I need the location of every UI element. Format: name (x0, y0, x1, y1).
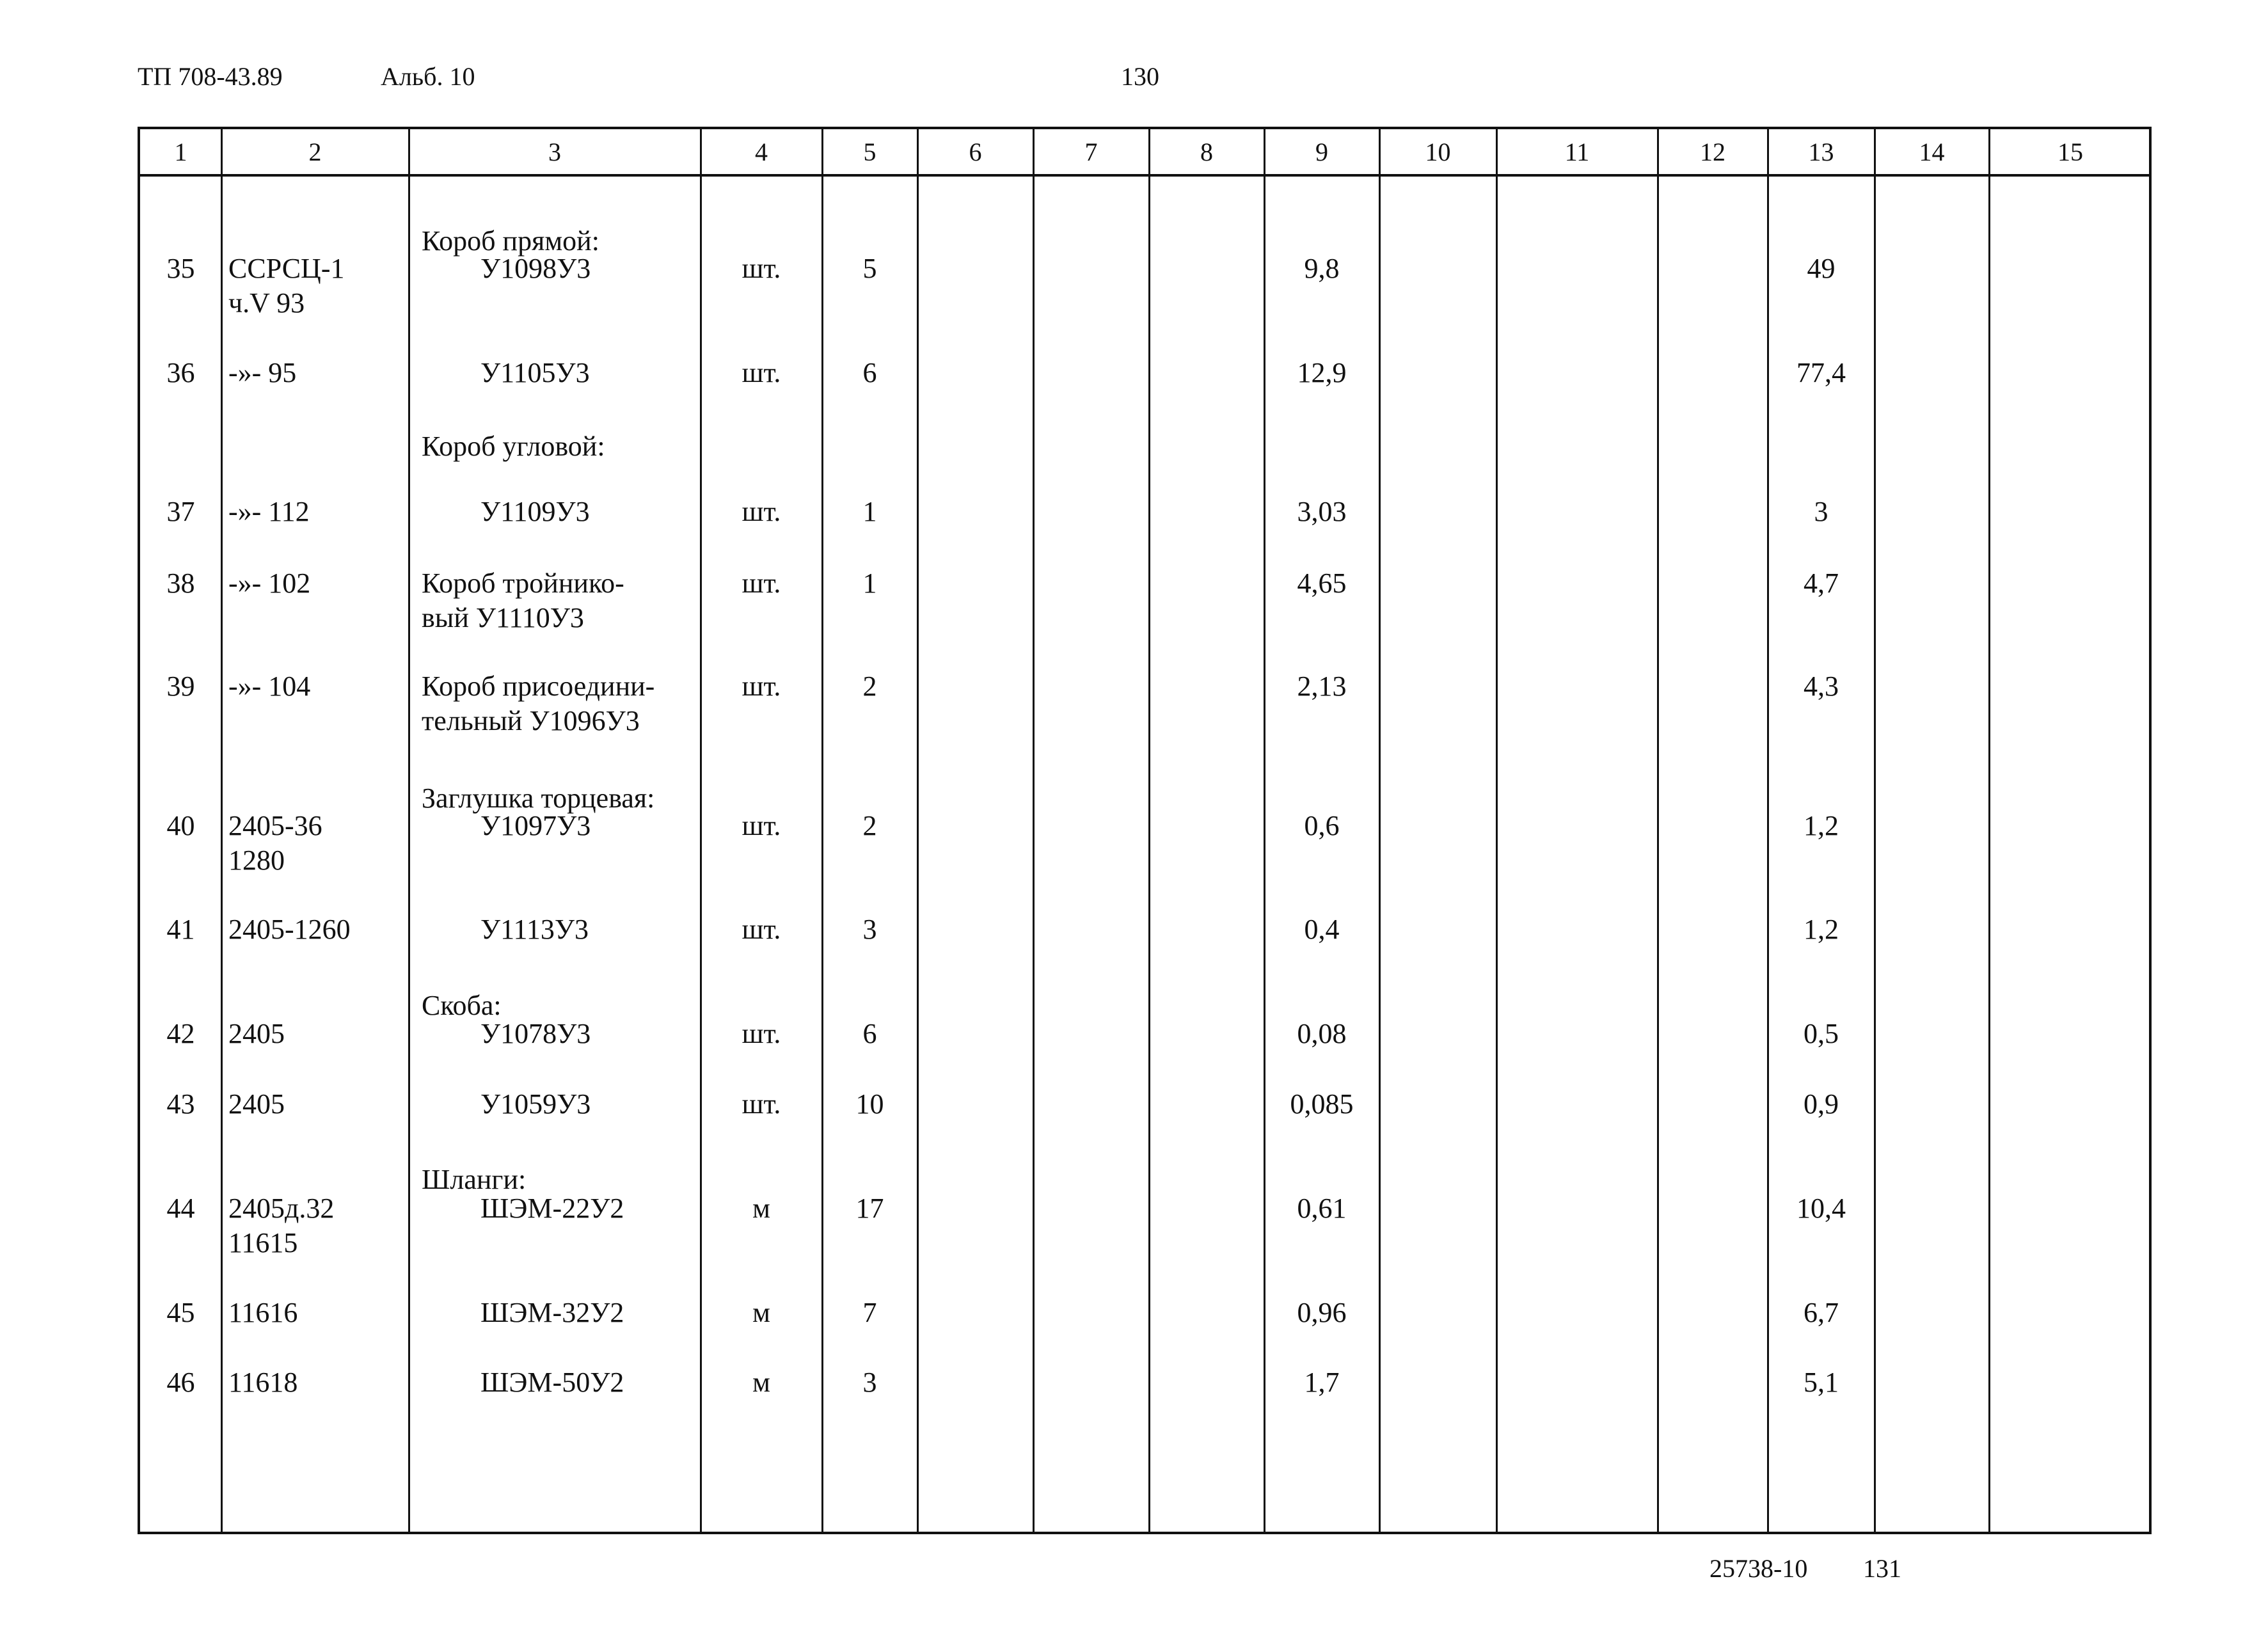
col9-value-cell: 0,085 (1290, 1088, 1354, 1120)
column-header: 11 (1564, 138, 1590, 166)
unit-cell: м (752, 1297, 770, 1328)
column-header: 15 (2058, 138, 2083, 166)
column-divider (1148, 129, 1150, 1532)
col9-value-cell: 9,8 (1304, 253, 1340, 284)
table-header-row (140, 129, 2149, 177)
album-label: Альб. 10 (381, 62, 475, 91)
column-divider (917, 129, 919, 1532)
row-number: 36 (166, 357, 195, 388)
col13-value-cell: 1,2 (1804, 914, 1839, 945)
item-name-cell: Короб присоедини- (422, 671, 655, 702)
specification-table (138, 127, 2152, 1534)
column-header: 1 (174, 138, 187, 166)
row-number: 42 (166, 1018, 195, 1049)
quantity-cell: 17 (855, 1193, 884, 1224)
quantity-cell: 7 (862, 1297, 877, 1328)
column-divider (821, 129, 823, 1532)
column-header: 5 (863, 138, 876, 166)
reference-cell: 2405-1260 (228, 914, 351, 945)
quantity-cell: 2 (862, 671, 877, 702)
col13-value-cell: 4,7 (1804, 567, 1839, 599)
column-header: 3 (548, 138, 561, 166)
item-name-cell: У1097У3 (480, 810, 591, 841)
item-name-cell: ШЭМ-22У2 (480, 1193, 624, 1224)
unit-cell: м (752, 1367, 770, 1398)
row-number: 43 (166, 1088, 195, 1120)
col13-value-cell: 49 (1807, 253, 1836, 284)
reference-cell: ССРСЦ-1 (228, 253, 345, 284)
row-number: 39 (166, 671, 195, 702)
col9-value-cell: 1,7 (1304, 1367, 1340, 1398)
row-number: 38 (166, 567, 195, 599)
reference-cell-line2: 1280 (228, 845, 285, 876)
reference-cell: -»- 104 (228, 671, 311, 702)
col9-value-cell: 4,65 (1297, 567, 1347, 599)
footer-page: 131 (1863, 1554, 1901, 1583)
reference-cell: 11616 (228, 1297, 298, 1328)
group-label: Заглушка торцевая: (422, 782, 655, 814)
item-name-cell: ШЭМ-50У2 (480, 1367, 624, 1398)
row-number: 37 (166, 496, 195, 527)
reference-cell: 2405 (228, 1018, 285, 1049)
quantity-cell: 1 (862, 496, 877, 527)
quantity-cell: 6 (862, 1018, 877, 1049)
unit-cell: шт. (741, 253, 781, 284)
column-header: 12 (1700, 138, 1725, 166)
reference-cell: 2405-36 (228, 810, 322, 841)
col9-value-cell: 0,61 (1297, 1193, 1347, 1224)
item-name-cell: Короб тройнико- (422, 567, 624, 599)
item-name-cell: У1113У3 (480, 914, 589, 945)
page-number: 130 (1121, 62, 1159, 91)
column-divider (1496, 129, 1498, 1532)
item-name-cell-line2: вый У1110У3 (422, 602, 584, 633)
col13-value-cell: 0,5 (1804, 1018, 1839, 1049)
item-name-cell: ШЭМ-32У2 (480, 1297, 624, 1328)
unit-cell: шт. (741, 1088, 781, 1120)
col9-value-cell: 3,03 (1297, 496, 1347, 527)
group-label: Короб угловой: (422, 431, 605, 462)
column-header: 7 (1084, 138, 1098, 166)
col13-value-cell: 4,3 (1804, 671, 1839, 702)
row-number: 41 (166, 914, 195, 945)
group-label: Шланги: (422, 1164, 527, 1195)
item-name-cell: У1105У3 (480, 357, 590, 388)
quantity-cell: 3 (862, 1367, 877, 1398)
column-header: 10 (1425, 138, 1451, 166)
column-header: 4 (755, 138, 768, 166)
column-header: 9 (1315, 138, 1328, 166)
col13-value-cell: 1,2 (1804, 810, 1839, 841)
col9-value-cell: 0,08 (1297, 1018, 1347, 1049)
col13-value-cell: 77,4 (1796, 357, 1846, 388)
quantity-cell: 2 (862, 810, 877, 841)
column-header: 14 (1919, 138, 1945, 166)
reference-cell: -»- 95 (228, 357, 297, 388)
unit-cell: шт. (741, 671, 781, 702)
reference-cell-line2: ч.V 93 (228, 287, 305, 319)
column-header: 8 (1200, 138, 1213, 166)
item-name-cell-line2: тельный У1096У3 (422, 705, 640, 736)
unit-cell: шт. (741, 914, 781, 945)
reference-cell: 2405д.32 (228, 1193, 335, 1224)
column-divider (1379, 129, 1381, 1532)
item-name-cell: У1059У3 (480, 1088, 591, 1120)
reference-cell: -»- 112 (228, 496, 310, 527)
col13-value-cell: 0,9 (1804, 1088, 1839, 1120)
unit-cell: м (752, 1193, 770, 1224)
unit-cell: шт. (741, 567, 781, 599)
reference-cell: 11618 (228, 1367, 298, 1398)
column-header: 6 (969, 138, 982, 166)
col13-value-cell: 5,1 (1804, 1367, 1839, 1398)
column-divider (1033, 129, 1035, 1532)
reference-cell: -»- 102 (228, 567, 311, 599)
row-number: 44 (166, 1193, 195, 1224)
row-number: 45 (166, 1297, 195, 1328)
row-number: 46 (166, 1367, 195, 1398)
unit-cell: шт. (741, 496, 781, 527)
quantity-cell: 5 (862, 253, 877, 284)
col9-value-cell: 0,96 (1297, 1297, 1347, 1328)
doc-code: ТП 708-43.89 (138, 62, 283, 91)
column-divider (700, 129, 702, 1532)
col9-value-cell: 12,9 (1297, 357, 1347, 388)
column-divider (1988, 129, 1990, 1532)
col9-value-cell: 0,4 (1304, 914, 1340, 945)
col9-value-cell: 2,13 (1297, 671, 1347, 702)
column-divider (1874, 129, 1876, 1532)
row-number: 35 (166, 253, 195, 284)
footer-code: 25738-10 (1709, 1554, 1808, 1583)
group-label: Короб прямой: (422, 225, 599, 257)
quantity-cell: 1 (862, 567, 877, 599)
col13-value-cell: 10,4 (1796, 1193, 1846, 1224)
col9-value-cell: 0,6 (1304, 810, 1340, 841)
unit-cell: шт. (741, 357, 781, 388)
column-header: 13 (1808, 138, 1834, 166)
col13-value-cell: 3 (1814, 496, 1828, 527)
reference-cell: 2405 (228, 1088, 285, 1120)
column-header: 2 (308, 138, 322, 166)
column-divider (408, 129, 410, 1532)
column-divider (1767, 129, 1769, 1532)
unit-cell: шт. (741, 810, 781, 841)
column-divider (1264, 129, 1265, 1532)
col13-value-cell: 6,7 (1804, 1297, 1839, 1328)
quantity-cell: 6 (862, 357, 877, 388)
column-divider (1657, 129, 1659, 1532)
quantity-cell: 10 (855, 1088, 884, 1120)
row-number: 40 (166, 810, 195, 841)
item-name-cell: У1109У3 (480, 496, 590, 527)
group-label: Скоба: (422, 990, 502, 1021)
reference-cell-line2: 11615 (228, 1227, 298, 1258)
unit-cell: шт. (741, 1018, 781, 1049)
item-name-cell: У1078У3 (480, 1018, 591, 1049)
quantity-cell: 3 (862, 914, 877, 945)
item-name-cell: У1098У3 (480, 253, 591, 284)
column-divider (221, 129, 223, 1532)
